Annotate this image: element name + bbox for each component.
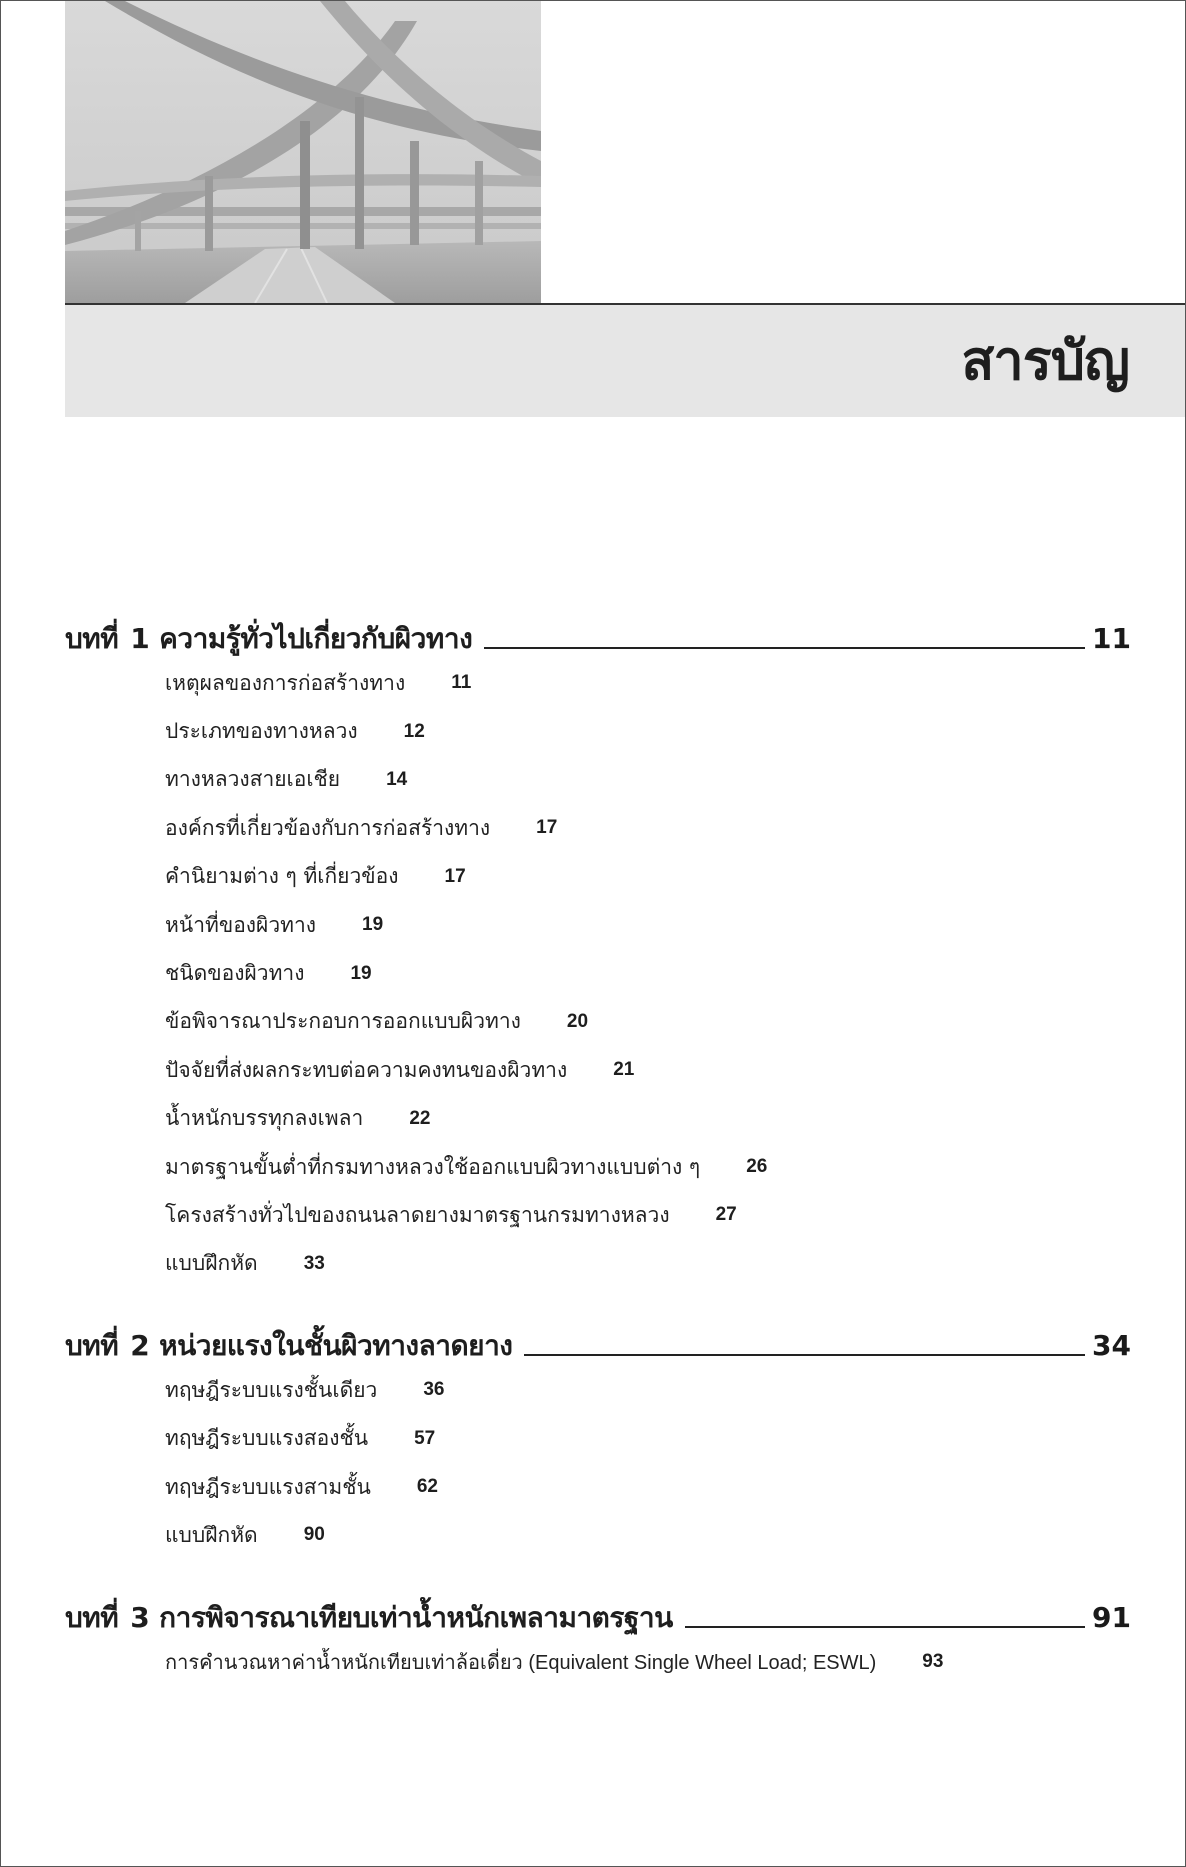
section-list [65, 659, 1131, 1288]
chapter-title: ความรู้ทั่วไปเกี่ยวกับผิวทาง [159, 622, 473, 655]
entry-page-number: 27 [715, 1204, 737, 1226]
entry-page-number: 57 [414, 1427, 436, 1449]
toc-entry[interactable] [165, 998, 1131, 1046]
entry-page-number: 90 [303, 1524, 325, 1546]
toc-entry[interactable] [165, 1095, 1131, 1143]
entry-title: โครงสร้างทั่วไปของถนนลาดยางมาตรฐานกรมทางหลวง [165, 1202, 670, 1227]
header-photo [65, 1, 541, 303]
entry-page-number: 93 [922, 1650, 944, 1672]
entry-title: แบบฝึกหัด [165, 1251, 258, 1276]
entry-title: ทฤษฎีระบบแรงชั้นเดียว [165, 1377, 378, 1402]
entry-title: ชนิดของผิวทาง [165, 961, 305, 986]
entry-page-number: 11 [451, 672, 472, 694]
chapter-prefix: บทที่ [65, 622, 119, 655]
entry-title: ทฤษฎีระบบแรงสามชั้น [165, 1474, 371, 1499]
toc-entry[interactable] [165, 1511, 1131, 1559]
toc-entry[interactable] [165, 756, 1131, 804]
chapter-number: 2 [130, 1329, 150, 1363]
toc-entry[interactable] [165, 949, 1131, 997]
chapter-prefix: บทที่ [65, 1329, 119, 1363]
highway-interchange-illustration [65, 1, 541, 303]
leader-line [524, 1354, 1085, 1356]
entry-title: น้ำหนักบรรทุกลงเพลา [165, 1106, 364, 1131]
entry-page-number: 62 [416, 1476, 438, 1498]
section-list [65, 1366, 1131, 1560]
toc-entry[interactable] [165, 804, 1131, 852]
page-title: สารบัญ [961, 329, 1129, 392]
chapter-3 [65, 1590, 1131, 1686]
entry-page-number: 19 [350, 962, 372, 984]
entry-page-number: 22 [409, 1107, 431, 1129]
entry-page-number: 17 [536, 817, 558, 839]
entry-title: ปัจจัยที่ส่งผลกระทบต่อความคงทนของผิวทาง [165, 1057, 568, 1082]
table-of-contents [65, 611, 1131, 1686]
toc-entry[interactable] [165, 1414, 1131, 1462]
entry-page-number: 26 [746, 1156, 768, 1178]
toc-entry[interactable] [165, 1143, 1131, 1191]
entry-title: ข้อพิจารณาประกอบการออกแบบผิวทาง [165, 1009, 521, 1034]
chapter-heading[interactable] [65, 611, 1131, 659]
entry-page-number: 21 [613, 1059, 635, 1081]
chapter-prefix: บทที่ [65, 1600, 119, 1634]
chapter-number: 1 [130, 622, 150, 655]
entry-title: แบบฝึกหัด [165, 1522, 258, 1547]
entry-page-number: 17 [444, 865, 466, 887]
chapter-page-number: 91 [1092, 1600, 1131, 1634]
entry-page-number: 12 [403, 720, 425, 742]
chapter-page-number: 11 [1092, 622, 1131, 655]
chapter-title: หน่วยแรงในชั้นผิวทางลาดยาง [159, 1329, 513, 1363]
entry-page-number: 20 [566, 1010, 589, 1032]
entry-title: องค์กรที่เกี่ยวข้องกับการก่อสร้างทาง [165, 815, 491, 840]
entry-page-number: 14 [386, 768, 408, 790]
toc-entry[interactable] [165, 853, 1131, 901]
entry-title: มาตรฐานขั้นต่ำที่กรมทางหลวงใช้ออกแบบผิวทางแบบต่าง ๆ [165, 1154, 701, 1179]
toc-entry[interactable] [165, 1191, 1131, 1239]
chapter-number: 3 [130, 1600, 150, 1634]
leader-line [484, 647, 1085, 649]
chapter-heading[interactable] [65, 1590, 1131, 1638]
leader-line [685, 1626, 1085, 1628]
entry-title: การคำนวณหาค่าน้ำหนักเทียบเท่าล้อเดี่ยว (Equivalent Single Wheel Load; ESWL) [165, 1651, 877, 1674]
chapter-1 [65, 611, 1131, 1288]
toc-entry[interactable] [165, 659, 1131, 707]
entry-title: คำนิยามต่าง ๆ ที่เกี่ยวข้อง [165, 864, 399, 889]
entry-page-number: 36 [423, 1379, 445, 1401]
section-list [65, 1638, 1131, 1686]
entry-title: ทฤษฎีระบบแรงสองชั้น [165, 1426, 369, 1451]
toc-entry[interactable] [165, 1240, 1131, 1288]
chapter-title: การพิจารณาเทียบเท่าน้ำหนักเพลามาตรฐาน [159, 1600, 673, 1634]
entry-title: ทางหลวงสายเอเชีย [165, 767, 341, 792]
toc-entry[interactable] [165, 1366, 1131, 1414]
toc-entry[interactable] [165, 1463, 1131, 1511]
toc-entry[interactable] [165, 1046, 1131, 1094]
entry-page-number: 19 [362, 914, 384, 936]
toc-entry[interactable] [165, 707, 1131, 755]
entry-title: เหตุผลของการก่อสร้างทาง [165, 670, 406, 695]
toc-entry[interactable] [165, 901, 1131, 949]
toc-entry[interactable] [165, 1638, 1131, 1686]
entry-title: ประเภทของทางหลวง [165, 719, 358, 744]
entry-title: หน้าที่ของผิวทาง [165, 912, 317, 937]
chapter-page-number: 34 [1092, 1329, 1131, 1363]
chapter-heading[interactable] [65, 1318, 1131, 1366]
title-band [65, 305, 1185, 417]
chapter-2 [65, 1318, 1131, 1560]
entry-page-number: 33 [303, 1252, 325, 1274]
